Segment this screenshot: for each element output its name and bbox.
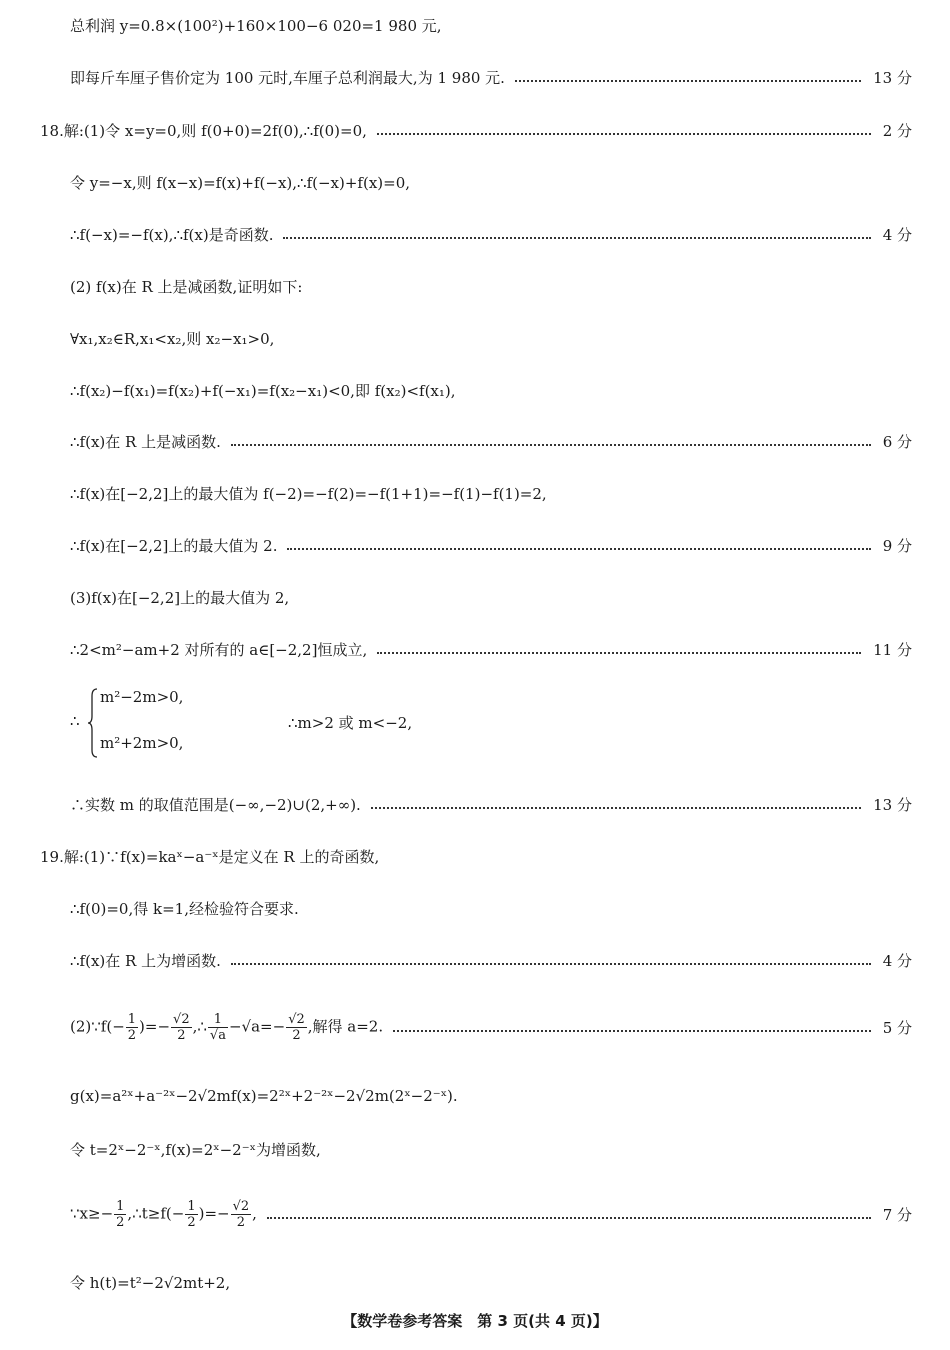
line-q18-range — [70, 792, 912, 816]
score: 6 分 — [882, 432, 912, 451]
fraction-half — [114, 1199, 126, 1230]
denominator: 2 — [292, 1027, 301, 1043]
leader-dots — [377, 133, 871, 135]
line-q18-10 — [70, 585, 912, 609]
fraction-root2-over-2 — [231, 1199, 252, 1230]
leader-dots — [283, 237, 870, 239]
line-q19-3 — [70, 948, 912, 972]
line-q18-6 — [70, 378, 912, 402]
score: 13 分 — [873, 795, 912, 814]
system-row-1: m²−2m>0, — [100, 688, 184, 706]
line-q19-start — [40, 844, 912, 868]
text: )=− — [139, 1017, 171, 1035]
fraction-root2-over-2-b — [286, 1012, 307, 1043]
line-q18-3 — [70, 222, 912, 246]
leader-dots — [231, 444, 871, 446]
line-q19-6 — [70, 1137, 912, 1161]
fraction-half — [126, 1012, 138, 1043]
text: ∴f(x)在 R 上为增函数. — [70, 951, 221, 970]
text: ∴f(−x)=−f(x),∴f(x)是奇函数. — [70, 225, 274, 244]
leader-dots — [371, 807, 861, 809]
line-q18-8 — [70, 481, 912, 505]
numerator: 1 — [127, 1011, 137, 1027]
text: (2) f(x)在 R 上是减函数,证明如下: — [70, 277, 303, 296]
line-q18-start — [40, 118, 912, 142]
line-q18-5 — [70, 326, 912, 350]
text: 令 y=−x,则 f(x−x)=f(x)+f(−x),∴f(−x)+f(x)=0, — [70, 173, 411, 192]
text: ∴f(x)在[−2,2]上的最大值为 f(−2)=−f(2)=−f(1+1)=−f(1)−f(1)=2, — [70, 484, 547, 503]
line-q18-9 — [70, 533, 912, 557]
text: 19.解:(1)∵f(x)=kaˣ−a⁻ˣ是定义在 R 上的奇函数, — [40, 847, 380, 866]
denominator: √a — [209, 1027, 226, 1043]
text: (3)f(x)在[−2,2]上的最大值为 2, — [70, 588, 290, 607]
numerator: √2 — [232, 1198, 250, 1214]
text: ∴f(0)=0,得 k=1,经检验符合要求. — [70, 899, 299, 918]
score: 4 分 — [882, 225, 912, 244]
text: ∴2<m²−am+2 对所有的 a∈[−2,2]恒成立, — [70, 640, 368, 659]
therefore-symbol: ∴ — [70, 712, 80, 730]
text: −√a=− — [228, 1017, 286, 1035]
line-total-profit — [70, 13, 912, 37]
text: ∴f(x)在[−2,2]上的最大值为 2. — [70, 536, 278, 555]
denominator: 2 — [236, 1214, 246, 1230]
numerator: √2 — [288, 1011, 305, 1027]
text: , — [252, 1204, 257, 1222]
score: 2 分 — [882, 121, 912, 140]
line-q18-7 — [70, 429, 912, 453]
score: 13 分 — [873, 68, 912, 87]
leader-dots — [267, 1217, 871, 1219]
line-q19-5 — [70, 1084, 912, 1108]
text: ∀x₁,x₂∈R,x₁<x₂,则 x₂−x₁>0, — [70, 329, 275, 348]
score: 4 分 — [882, 951, 912, 970]
line-q19-4 — [70, 1010, 912, 1044]
leader-dots — [231, 963, 871, 965]
text: ∴实数 m 的取值范围是(−∞,−2)∪(2,+∞). — [70, 795, 361, 814]
system-row-2: m²+2m>0, — [100, 734, 184, 752]
numerator: 1 — [208, 1012, 228, 1028]
fraction-root2-over-2 — [171, 1012, 192, 1043]
text: ,∴ — [192, 1017, 207, 1035]
left-brace-icon — [88, 688, 98, 758]
page-footer: 【数学卷参考答案 第 3 页(共 4 页)】 — [342, 1312, 608, 1330]
text: )=− — [198, 1204, 230, 1222]
line-q19-7 — [70, 1197, 912, 1231]
math-expression — [70, 1199, 257, 1230]
text: ∴f(x₂)−f(x₁)=f(x₂)+f(−x₁)=f(x₂−x₁)<0,即 f(x₂)<f(x₁), — [70, 381, 456, 400]
denominator: 2 — [116, 1214, 125, 1230]
leader-dots — [287, 548, 870, 550]
leader-dots — [515, 80, 861, 82]
fraction-inverse-root-a — [208, 1012, 228, 1043]
score: 11 分 — [873, 640, 912, 659]
text: 令 t=2ˣ−2⁻ˣ,f(x)=2ˣ−2⁻ˣ为增函数, — [70, 1140, 321, 1159]
score: 5 分 — [882, 1018, 912, 1037]
leader-dots — [393, 1030, 871, 1032]
text: ,∴t≥f(− — [127, 1204, 185, 1222]
denominator: 2 — [127, 1027, 137, 1043]
numerator: 1 — [187, 1198, 196, 1214]
text: 总利润 y=0.8×(100²)+160×100−6 020=1 980 元, — [70, 16, 442, 35]
text: g(x)=a²ˣ+a⁻²ˣ−2√2mf(x)=2²ˣ+2⁻²ˣ−2√2m(2ˣ−2⁻ˣ). — [70, 1087, 458, 1105]
line-q18-2 — [70, 170, 912, 194]
text: 18.解:(1)令 x=y=0,则 f(0+0)=2f(0),∴f(0)=0, — [40, 121, 367, 140]
system-conclusion: ∴m>2 或 m<−2, — [288, 714, 413, 732]
math-expression — [70, 1012, 383, 1043]
denominator: 2 — [177, 1027, 186, 1043]
text: 即每斤车厘子售价定为 100 元时,车厘子总利润最大,为 1 980 元. — [70, 68, 505, 87]
fraction-half-b — [185, 1199, 197, 1230]
numerator: √2 — [173, 1011, 190, 1027]
line-conclusion-17 — [70, 65, 912, 89]
text: ∵x≥− — [70, 1204, 114, 1222]
inequality-system — [70, 688, 470, 760]
denominator: 2 — [187, 1214, 196, 1230]
score: 9 分 — [882, 536, 912, 555]
text: 令 h(t)=t²−2√2mt+2, — [70, 1273, 231, 1292]
leader-dots — [377, 652, 861, 654]
line-q18-11 — [70, 637, 912, 661]
score: 7 分 — [882, 1205, 912, 1224]
line-q19-2 — [70, 896, 912, 920]
text: ,解得 a=2. — [307, 1017, 384, 1035]
line-q19-8 — [70, 1270, 912, 1294]
text: ∴f(x)在 R 上是减函数. — [70, 432, 221, 451]
numerator: 1 — [116, 1198, 125, 1214]
text: (2)∵f(− — [70, 1017, 125, 1035]
line-q18-4 — [70, 274, 912, 298]
